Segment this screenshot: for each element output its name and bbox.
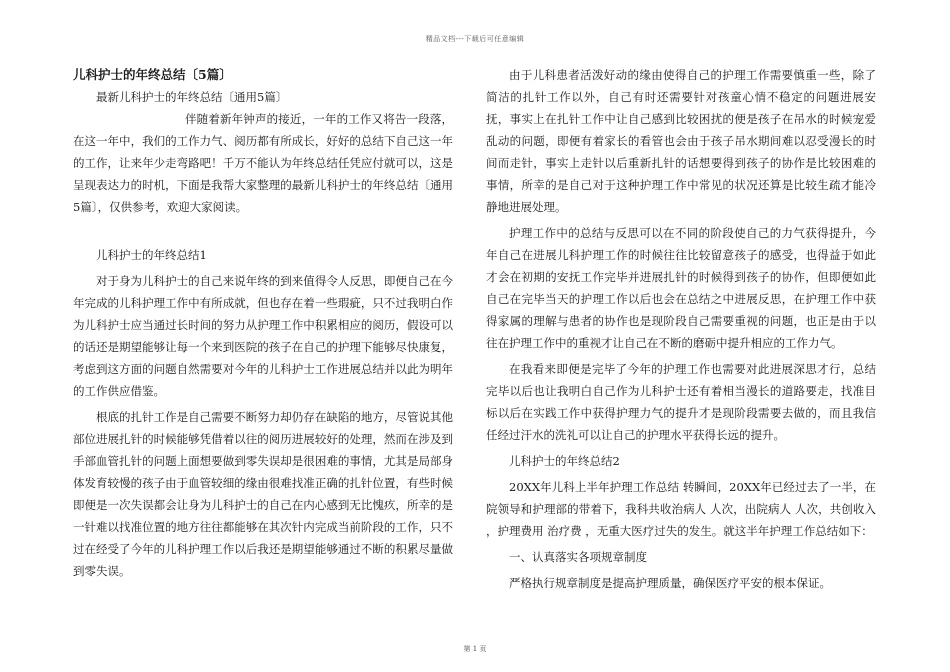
list-item-1: 一、认真落实各项规章制度 xyxy=(509,550,647,564)
page-number: 第 1 页 xyxy=(463,645,487,653)
paragraph-2: 根底的扎针工作是自己需要不断努力却仍存在缺陷的地方，尽管说其他部位进展扎针的时候能够凭借着以往的阅历进展较好的处理，然而在涉及到手部血管扎针的问题上面想要做到零失误却是很困难的事情，尤其是局部身体发育较慢的孩子由于血管较细的缘由很难找准正确的扎针位置，有些时候即便是一次失误都会让身为儿科护士的自己在内心感到无比愧疚，所幸的是一针难以找准位置的地方往往都能够在其次针内完成当前阶段的工作，只不过在经受了今年的儿科护理工作以后我还是期望能够通过不断的积累尽量做到零失误。 xyxy=(73,410,453,578)
paragraph-5: 在我看来即便是完毕了今年的护理工作也需要对此进展深思才行，总结完毕以后也让我明白自己作为儿科护士还有着相当漫长的道路要走，找准目标以后在实践工作中获得护理力气的提升才是现阶段需要去做的，而且我信任经过汗水的洗礼可以让自己的护理水平获得长远的提升。 xyxy=(486,362,876,442)
paragraph-7: 严格执行规章制度是提高护理质量，确保医疗平安的根本保证。 xyxy=(509,576,831,590)
paragraph-3: 由于儿科患者活泼好动的缘由使得自己的护理工作需要慎重一些，除了简洁的扎针工作以外，自己有时还需要针对孩童心情不稳定的问题进展安抚，事实上在扎针工作中让自己感到比较困扰的便是孩子在吊水的时候宠爱乱动的问题，即便有着家长的看管也会由于孩子吊水期间难以忍受漫长的时间而走针，事实上走针以后重新扎针的话想要得到孩子的协作是比较困难的事情，所幸的是自己对于这种护理工作中常见的状况还算是比较生疏才能冷静地进展处理。 xyxy=(486,68,876,214)
paragraph-6: 20XX年儿科上半年护理工作总结 转瞬间，20XX年已经过去了一半，在院领导和护理部的带着下，我科共收治病人 人次，出院病人 人次，共创收入 ，护理费用 治疗费 ，无重大医疗过失的发生。就这半年护理工作总结如下： xyxy=(486,480,876,538)
paragraph-1: 对于身为儿科护士的自己来说年终的到来值得令人反思，即便自己在今年完成的儿科护理工作中有所成就，但也存在着一些瑕疵，只不过我明白作为儿科护士应当通过长时间的努力从护理工作中积累相应的阅历，假设可以的话还是期望能够让每一个来到医院的孩子在自己的护理下能够尽快康复，考虑到这方面的问题自然需要对今年的儿科护士工作进展总结并以此为明年的工作供应借鉴。 xyxy=(73,274,453,398)
document-title: 儿科护士的年终总结〔5篇〕 xyxy=(73,67,232,82)
right-column xyxy=(486,64,876,594)
intro-paragraph: 伴随着新年钟声的接近，一年的工作又将告一段落，在这一年中，我们的工作力气、阅历都有所成长，好好的总结下自己这一年的工作，让来年少走弯路吧！千万不能认为年终总结任凭应付就可以，这是呈现表达力的时机，下面是我帮大家整理的最新儿科护士的年终总结〔通用5篇〕，仅供参考，欢迎大家阅读。 xyxy=(73,112,453,214)
section-spacer xyxy=(73,218,453,240)
section-heading-1: 儿科护士的年终总结1 xyxy=(96,248,207,262)
left-column xyxy=(73,64,453,582)
section-heading-2: 儿科护士的年终总结2 xyxy=(509,454,620,468)
paragraph-4: 护理工作中的总结与反思可以在不同的阶段使自己的力气获得提升，今年自己在进展儿科护理工作的时候往往比较留意孩子的感受，也得益于如此才会在初期的安抚工作完毕并进展扎针的时候得到孩子的协作，但即便如此自己在完毕当天的护理工作以后也会在总结之中进展反思，在护理工作中获得家属的理解与患者的协作也是现阶段自己需要重视的问题，也正是由于以往在护理工作中的重视才让自己在不断的磨砺中提升相应的工作力气。 xyxy=(486,226,876,350)
document-subtitle: 最新儿科护士的年终总结〔通用5篇〕 xyxy=(96,90,288,104)
page-header: 精品文档---下载后可任意编辑 xyxy=(425,35,525,43)
